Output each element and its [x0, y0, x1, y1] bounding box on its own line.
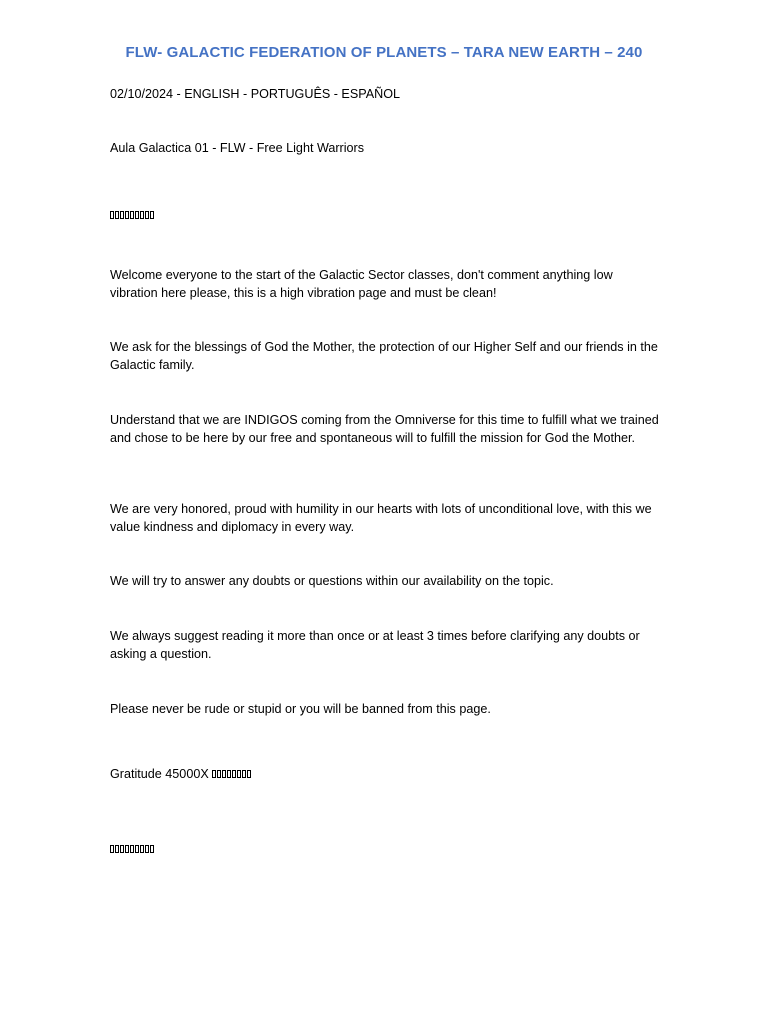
paragraph-answers: We will try to answer any doubts or questions within our availability on the topic.	[110, 574, 554, 588]
missing-glyph-icon	[130, 211, 134, 219]
paragraph-indigos: Understand that we are INDIGOS coming from the Omniverse for this time to fulfill what we trained and chose to be here by our free and spontaneous will to fulfill the mission for God the Mother.	[110, 413, 659, 445]
missing-glyph-icon	[110, 211, 114, 219]
lesson-line: Aula Galactica 01 - FLW - Free Light Warriors	[110, 141, 365, 155]
paragraph-blessings: We ask for the blessings of God the Mother, the protection of our Higher Self and our friends in the Galactic family.	[110, 340, 658, 372]
missing-glyph-icon	[237, 770, 241, 778]
document-title: FLW- GALACTIC FEDERATION OF PLANETS – TARA NEW EARTH – 240	[125, 44, 643, 61]
missing-glyph-icon	[140, 845, 144, 853]
missing-glyph-icon	[227, 770, 231, 778]
missing-glyph-icon	[150, 211, 154, 219]
missing-glyph-row-bottom	[110, 845, 155, 853]
missing-glyph-icon	[115, 845, 119, 853]
missing-glyph-icon	[120, 211, 124, 219]
paragraph-welcome: Welcome everyone to the start of the Galactic Sector classes, don't comment anything low vibration here please, this is a high vibration page and must be clean!	[110, 268, 613, 300]
missing-glyph-icon	[212, 770, 216, 778]
missing-glyph-icon	[232, 770, 236, 778]
missing-glyph-icon	[150, 845, 154, 853]
gratitude-text: Gratitude 45000X	[110, 767, 209, 781]
missing-glyph-row-top	[110, 211, 155, 219]
missing-glyph-icon	[135, 845, 139, 853]
missing-glyph-icon	[110, 845, 114, 853]
missing-glyph-icon	[242, 770, 246, 778]
missing-glyph-row-inline	[212, 770, 252, 778]
missing-glyph-icon	[120, 845, 124, 853]
missing-glyph-icon	[115, 211, 119, 219]
missing-glyph-icon	[145, 211, 149, 219]
missing-glyph-icon	[145, 845, 149, 853]
missing-glyph-icon	[140, 211, 144, 219]
missing-glyph-icon	[125, 845, 129, 853]
missing-glyph-icon	[135, 211, 139, 219]
missing-glyph-icon	[247, 770, 251, 778]
missing-glyph-icon	[217, 770, 221, 778]
missing-glyph-icon	[222, 770, 226, 778]
paragraph-reading: We always suggest reading it more than once or at least 3 times before clarifying any doubts or asking a question.	[110, 629, 640, 661]
missing-glyph-icon	[125, 211, 129, 219]
paragraph-honored: We are very honored, proud with humility in our hearts with lots of unconditional love, with this we value kindness and diplomacy in every way.	[110, 502, 652, 534]
paragraph-rules: Please never be rude or stupid or you will be banned from this page.	[110, 702, 491, 716]
gratitude-line	[110, 766, 662, 784]
date-language-line: 02/10/2024 - ENGLISH - PORTUGUÊS - ESPAÑOL	[110, 87, 400, 101]
missing-glyph-icon	[130, 845, 134, 853]
